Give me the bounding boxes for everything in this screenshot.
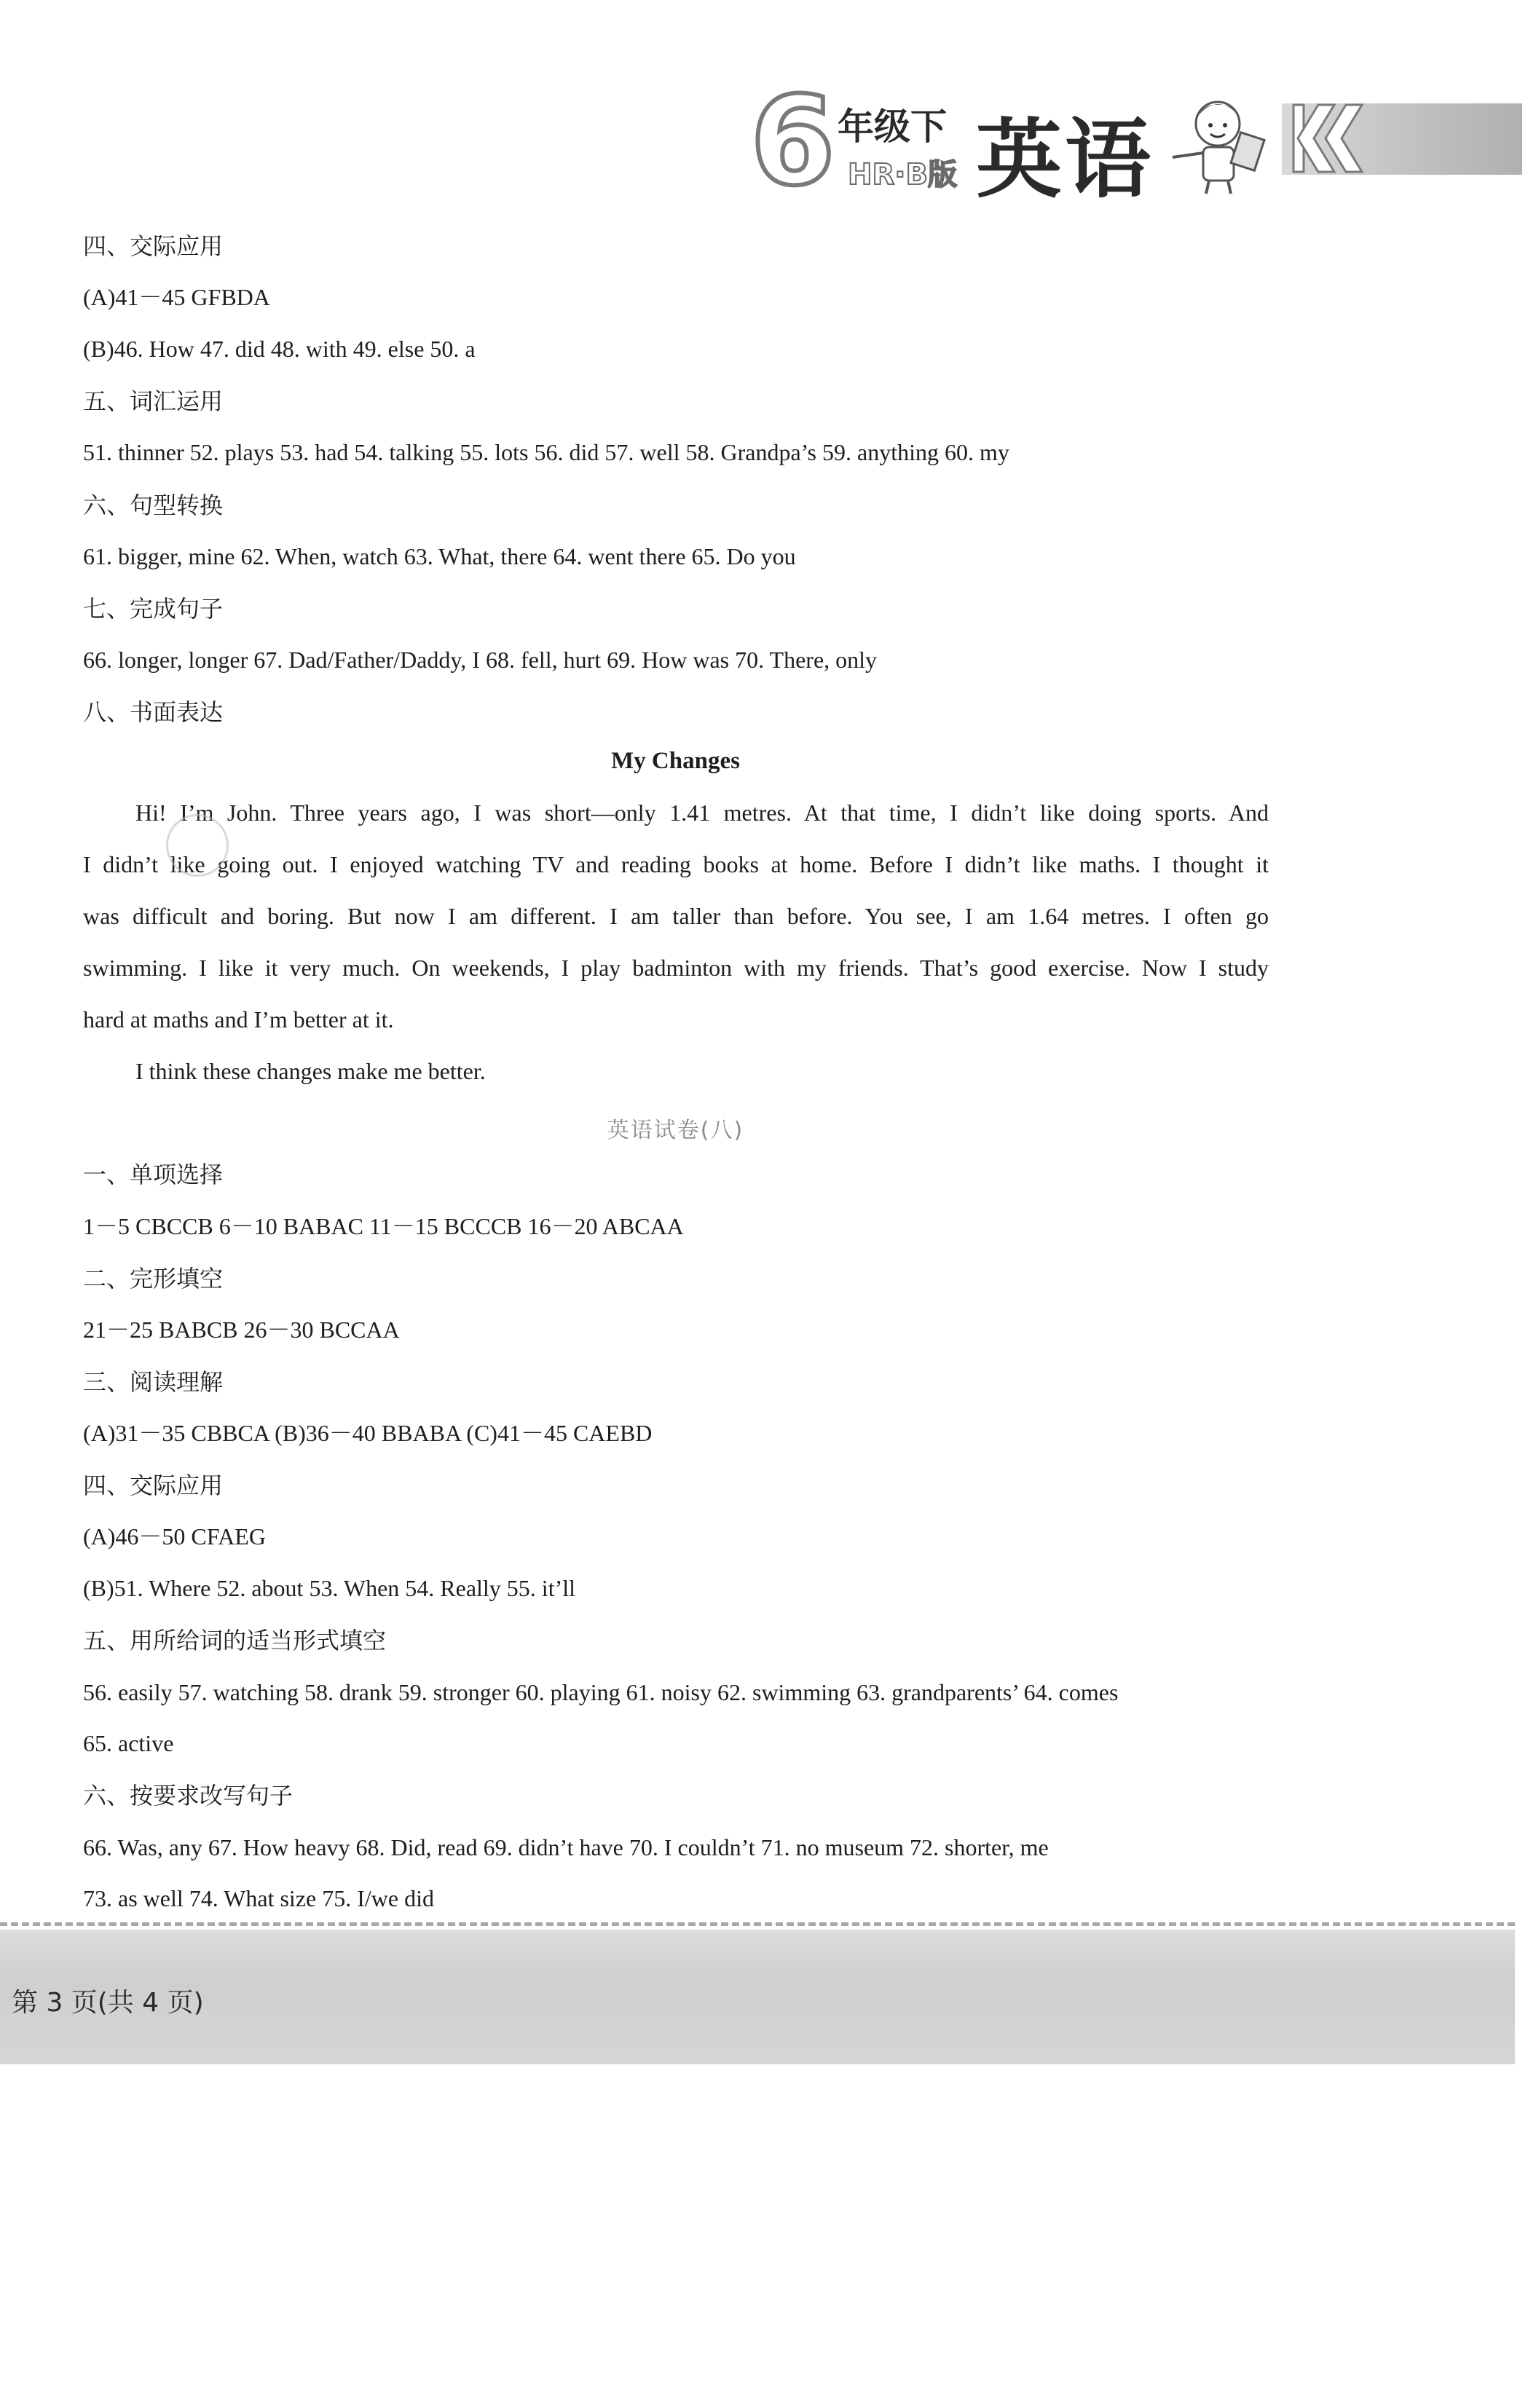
answer-line: 73. as well 74. What size 75. I/we did	[83, 1885, 434, 1911]
answer-line: (A)46－50 CFAEG	[83, 1523, 266, 1550]
answer-line: 66. Was, any 67. How heavy 68. Did, read 69. didn’t have 70. I couldn’t 71. no museum 72. shorter, me	[83, 1834, 1049, 1860]
section-heading: 一、单项选择	[83, 1161, 224, 1188]
page-header	[743, 70, 1536, 213]
grade-number: 6	[750, 70, 835, 213]
answer-line: 65. active	[83, 1730, 174, 1756]
section-heading: 六、句型转换	[83, 492, 224, 519]
section-heading: 二、完形填空	[83, 1265, 224, 1292]
section-heading: 八、书面表达	[83, 698, 224, 726]
answer-line: (B)46. How 47. did 48. with 49. else 50. a	[83, 336, 476, 362]
section-heading: 五、用所给词的适当形式填空	[83, 1627, 387, 1654]
answer-line: 66. longer, longer 67. Dad/Father/Daddy, I 68. fell, hurt 69. How was 70. There, only	[83, 647, 878, 673]
essay-line: hard at maths and I’m better at it.	[83, 1006, 394, 1033]
subject-title: 英语	[976, 108, 1154, 210]
essay-line: was difficult and boring. But now I am different. I am taller than before. You see, I am 1.64 metres. I often go	[83, 903, 1269, 929]
section-heading: 六、按要求改写句子	[83, 1782, 294, 1809]
student-mascot-icon	[1165, 87, 1275, 197]
edition-label: HR·B版	[848, 158, 957, 192]
answer-line: 1－5 CBCCB 6－10 BABAC 11－15 BCCCB 16－20 ABCAA	[83, 1213, 684, 1239]
answer-line: 21－25 BABCB 26－30 BCCAA	[83, 1316, 400, 1343]
answer-line: (A)41－45 GFBDA	[83, 284, 270, 310]
watermark-stamp	[166, 814, 229, 877]
answer-line: (A)31－35 CBBCA (B)36－40 BBABA (C)41－45 CAEBD	[83, 1420, 653, 1446]
answer-line: 56. easily 57. watching 58. drank 59. stronger 60. playing 61. noisy 62. swimming 63. grandparents’ 64. comes	[83, 1679, 1119, 1705]
essay-line: swimming. I like it very much. On weekends, I play badminton with my friends. That’s good exercise. Now I study	[83, 955, 1269, 981]
exam-section-title: 英语试卷(八)	[607, 1118, 744, 1143]
essay-line: I think these changes make me better.	[135, 1058, 486, 1084]
section-heading: 三、阅读理解	[83, 1368, 224, 1396]
section-heading: 五、词汇运用	[83, 387, 224, 415]
page-number: 第 3 页(共 4 页)	[12, 1988, 204, 2018]
section-heading: 七、完成句子	[83, 595, 224, 623]
answer-line: 51. thinner 52. plays 53. had 54. talking 55. lots 56. did 57. well 58. Grandpa’s 59. anything 60. my	[83, 439, 1009, 465]
footer-divider	[0, 1922, 1515, 1926]
section-heading: 四、交际应用	[83, 232, 224, 260]
answer-line: 61. bigger, mine 62. When, watch 63. What, there 64. went there 65. Do you	[83, 543, 796, 569]
essay-line: I didn’t like going out. I enjoyed watching TV and reading books at home. Before I didn’t like maths. I thought it	[83, 851, 1269, 877]
footer-band	[0, 1930, 1515, 2064]
essay-line: Hi! I’m John. Three years ago, I was short—only 1.41 metres. At that time, I didn’t like doing sports. And	[135, 800, 1269, 826]
essay-title: My Changes	[611, 748, 740, 774]
grade-label: 年级下	[838, 106, 947, 148]
answer-line: (B)51. Where 52. about 53. When 54. Really 55. it’ll	[83, 1575, 576, 1601]
section-heading: 四、交际应用	[83, 1472, 224, 1499]
header-chevron-icon	[1289, 100, 1377, 176]
